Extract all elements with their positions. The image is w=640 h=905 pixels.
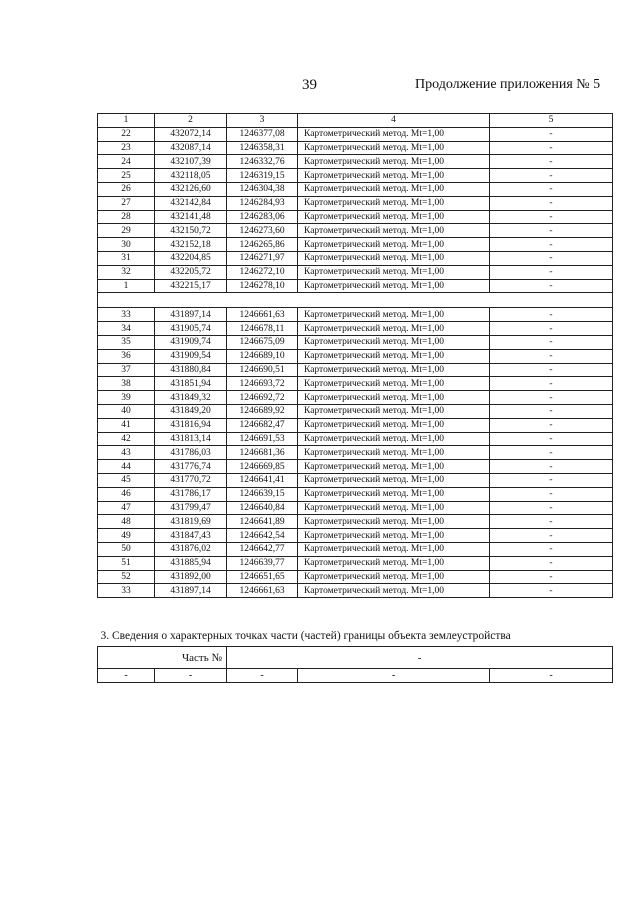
x-coordinate-cell: 431776,74 — [155, 460, 227, 474]
part-number-label: Часть № — [98, 647, 227, 669]
note-cell: - — [490, 169, 613, 183]
column-header: 1 — [98, 114, 155, 128]
point-number-cell: 49 — [98, 529, 155, 543]
table-row — [98, 210, 613, 224]
x-coordinate-cell: 431905,74 — [155, 322, 227, 336]
table-row — [98, 446, 613, 460]
point-number-cell: 23 — [98, 141, 155, 155]
y-coordinate-cell: 1246693,72 — [227, 377, 298, 391]
note-cell: - — [490, 529, 613, 543]
parts-table — [97, 625, 613, 683]
method-cell: Картометрический метод. Mt=1,00 — [298, 210, 490, 224]
table-row — [98, 141, 613, 155]
method-cell: Картометрический метод. Mt=1,00 — [298, 460, 490, 474]
x-coordinate-cell: 432126,60 — [155, 182, 227, 196]
method-cell: Картометрический метод. Mt=1,00 — [298, 182, 490, 196]
x-coordinate-cell: 431847,43 — [155, 529, 227, 543]
method-cell: Картометрический метод. Mt=1,00 — [298, 418, 490, 432]
point-number-cell: 34 — [98, 322, 155, 336]
x-coordinate-cell: 431851,94 — [155, 377, 227, 391]
y-coordinate-cell: 1246319,15 — [227, 169, 298, 183]
point-number-cell: 36 — [98, 349, 155, 363]
note-cell: - — [490, 363, 613, 377]
note-cell: - — [490, 335, 613, 349]
x-coordinate-cell: 431786,17 — [155, 487, 227, 501]
y-coordinate-cell: 1246641,41 — [227, 473, 298, 487]
method-cell: Картометрический метод. Mt=1,00 — [298, 141, 490, 155]
method-cell: Картометрический метод. Mt=1,00 — [298, 529, 490, 543]
point-number-cell: 24 — [98, 155, 155, 169]
method-cell: Картометрический метод. Mt=1,00 — [298, 363, 490, 377]
table-row — [98, 432, 613, 446]
point-group-1 — [98, 127, 613, 293]
table-row — [98, 322, 613, 336]
method-cell: Картометрический метод. Mt=1,00 — [298, 404, 490, 418]
column-header: 3 — [227, 114, 298, 128]
point-number-cell: 26 — [98, 182, 155, 196]
method-cell: Картометрический метод. Mt=1,00 — [298, 570, 490, 584]
point-number-cell: 48 — [98, 515, 155, 529]
table-row — [98, 529, 613, 543]
x-coordinate-cell: 432205,72 — [155, 265, 227, 279]
note-cell: - — [490, 238, 613, 252]
note-cell: - — [490, 446, 613, 460]
table-row — [98, 515, 613, 529]
x-coordinate-cell: 431849,20 — [155, 404, 227, 418]
point-number-cell: 22 — [98, 127, 155, 141]
point-number-cell: 46 — [98, 487, 155, 501]
y-coordinate-cell: 1246661,63 — [227, 308, 298, 322]
table-row — [98, 418, 613, 432]
note-cell: - — [490, 570, 613, 584]
method-cell: Картометрический метод. Mt=1,00 — [298, 155, 490, 169]
method-cell: Картометрический метод. Mt=1,00 — [298, 542, 490, 556]
note-cell: - — [490, 473, 613, 487]
point-number-cell: 25 — [98, 169, 155, 183]
method-cell: Картометрический метод. Mt=1,00 — [298, 279, 490, 293]
y-coordinate-cell: 1246265,86 — [227, 238, 298, 252]
x-coordinate-cell: 432150,72 — [155, 224, 227, 238]
note-cell: - — [490, 155, 613, 169]
x-coordinate-cell: 431876,02 — [155, 542, 227, 556]
method-cell: Картометрический метод. Mt=1,00 — [298, 127, 490, 141]
method-cell: Картометрический метод. Mt=1,00 — [298, 335, 490, 349]
table-row — [98, 182, 613, 196]
x-coordinate-cell: 431897,14 — [155, 308, 227, 322]
table-row — [98, 335, 613, 349]
x-coordinate-cell: 431880,84 — [155, 363, 227, 377]
table-row — [98, 363, 613, 377]
point-number-cell: 42 — [98, 432, 155, 446]
continuation-header: Продолжение приложения № 5 — [415, 77, 601, 92]
y-coordinate-cell: 1246273,60 — [227, 224, 298, 238]
point-number-cell: 29 — [98, 224, 155, 238]
table-row — [98, 349, 613, 363]
table-cell: - — [155, 669, 227, 683]
table-row — [98, 155, 613, 169]
table-row — [98, 279, 613, 293]
table-row — [98, 238, 613, 252]
x-coordinate-cell: 431770,72 — [155, 473, 227, 487]
table-cell: - — [490, 669, 613, 683]
note-cell: - — [490, 349, 613, 363]
table-row — [98, 473, 613, 487]
table-row — [98, 584, 613, 598]
note-cell: - — [490, 265, 613, 279]
method-cell: Картометрический метод. Mt=1,00 — [298, 391, 490, 405]
x-coordinate-cell: 431892,00 — [155, 570, 227, 584]
coordinates-table — [97, 113, 613, 598]
method-cell: Картометрический метод. Mt=1,00 — [298, 238, 490, 252]
note-cell: - — [490, 377, 613, 391]
method-cell: Картометрический метод. Mt=1,00 — [298, 446, 490, 460]
page-number: 39 — [302, 77, 317, 93]
method-cell: Картометрический метод. Mt=1,00 — [298, 487, 490, 501]
note-cell: - — [490, 251, 613, 265]
note-cell: - — [490, 515, 613, 529]
method-cell: Картометрический метод. Mt=1,00 — [298, 349, 490, 363]
table-row — [98, 669, 613, 683]
y-coordinate-cell: 1246641,89 — [227, 515, 298, 529]
header-row — [98, 114, 613, 128]
y-coordinate-cell: 1246681,36 — [227, 446, 298, 460]
y-coordinate-cell: 1246692,72 — [227, 391, 298, 405]
note-cell: - — [490, 322, 613, 336]
point-number-cell: 32 — [98, 265, 155, 279]
note-cell: - — [490, 182, 613, 196]
x-coordinate-cell: 431885,94 — [155, 556, 227, 570]
y-coordinate-cell: 1246661,63 — [227, 584, 298, 598]
x-coordinate-cell: 432087,14 — [155, 141, 227, 155]
point-number-cell: 40 — [98, 404, 155, 418]
x-coordinate-cell: 431813,14 — [155, 432, 227, 446]
y-coordinate-cell: 1246377,08 — [227, 127, 298, 141]
note-cell: - — [490, 487, 613, 501]
y-coordinate-cell: 1246642,54 — [227, 529, 298, 543]
method-cell: Картометрический метод. Mt=1,00 — [298, 515, 490, 529]
y-coordinate-cell: 1246651,65 — [227, 570, 298, 584]
method-cell: Картометрический метод. Mt=1,00 — [298, 556, 490, 570]
table-row — [98, 404, 613, 418]
table-row — [98, 127, 613, 141]
method-cell: Картометрический метод. Mt=1,00 — [298, 322, 490, 336]
method-cell: Картометрический метод. Mt=1,00 — [298, 473, 490, 487]
note-cell: - — [490, 542, 613, 556]
point-number-cell: 28 — [98, 210, 155, 224]
x-coordinate-cell: 431816,94 — [155, 418, 227, 432]
table-row — [98, 556, 613, 570]
group-separator-row — [98, 293, 613, 308]
table-row — [98, 224, 613, 238]
x-coordinate-cell: 431909,54 — [155, 349, 227, 363]
table-row — [98, 501, 613, 515]
point-number-cell: 41 — [98, 418, 155, 432]
table-cell: - — [98, 669, 155, 683]
point-number-cell: 39 — [98, 391, 155, 405]
y-coordinate-cell: 1246642,77 — [227, 542, 298, 556]
method-cell: Картометрический метод. Mt=1,00 — [298, 584, 490, 598]
y-coordinate-cell: 1246675,09 — [227, 335, 298, 349]
table-row — [98, 570, 613, 584]
point-number-cell: 27 — [98, 196, 155, 210]
x-coordinate-cell: 431799,47 — [155, 501, 227, 515]
y-coordinate-cell: 1246271,97 — [227, 251, 298, 265]
column-header: 4 — [298, 114, 490, 128]
x-coordinate-cell: 432152,18 — [155, 238, 227, 252]
x-coordinate-cell: 431786,03 — [155, 446, 227, 460]
point-number-cell: 43 — [98, 446, 155, 460]
y-coordinate-cell: 1246639,15 — [227, 487, 298, 501]
table-cell: - — [227, 669, 298, 683]
method-cell: Картометрический метод. Mt=1,00 — [298, 251, 490, 265]
note-cell: - — [490, 279, 613, 293]
method-cell: Картометрический метод. Mt=1,00 — [298, 224, 490, 238]
note-cell: - — [490, 308, 613, 322]
x-coordinate-cell: 432118,05 — [155, 169, 227, 183]
y-coordinate-cell: 1246678,11 — [227, 322, 298, 336]
note-cell: - — [490, 224, 613, 238]
table-row — [98, 391, 613, 405]
note-cell: - — [490, 460, 613, 474]
x-coordinate-cell: 432072,14 — [155, 127, 227, 141]
note-cell: - — [490, 556, 613, 570]
table-cell: - — [298, 669, 490, 683]
y-coordinate-cell: 1246272,10 — [227, 265, 298, 279]
x-coordinate-cell: 431897,14 — [155, 584, 227, 598]
table-row — [98, 542, 613, 556]
y-coordinate-cell: 1246304,38 — [227, 182, 298, 196]
point-group-2 — [98, 308, 613, 598]
y-coordinate-cell: 1246689,10 — [227, 349, 298, 363]
x-coordinate-cell: 431909,74 — [155, 335, 227, 349]
point-number-cell: 51 — [98, 556, 155, 570]
y-coordinate-cell: 1246691,53 — [227, 432, 298, 446]
y-coordinate-cell: 1246284,93 — [227, 196, 298, 210]
x-coordinate-cell: 431819,69 — [155, 515, 227, 529]
point-number-cell: 31 — [98, 251, 155, 265]
note-cell: - — [490, 196, 613, 210]
x-coordinate-cell: 432141,48 — [155, 210, 227, 224]
table-row — [98, 460, 613, 474]
y-coordinate-cell: 1246283,06 — [227, 210, 298, 224]
table-row — [98, 308, 613, 322]
point-number-cell: 37 — [98, 363, 155, 377]
column-header: 5 — [490, 114, 613, 128]
y-coordinate-cell: 1246358,31 — [227, 141, 298, 155]
point-number-cell: 38 — [98, 377, 155, 391]
x-coordinate-cell: 432107,39 — [155, 155, 227, 169]
y-coordinate-cell: 1246669,85 — [227, 460, 298, 474]
x-coordinate-cell: 432215,17 — [155, 279, 227, 293]
note-cell: - — [490, 210, 613, 224]
point-number-cell: 33 — [98, 308, 155, 322]
table-row — [98, 487, 613, 501]
note-cell: - — [490, 141, 613, 155]
table-row — [98, 251, 613, 265]
x-coordinate-cell: 431849,32 — [155, 391, 227, 405]
y-coordinate-cell: 1246640,84 — [227, 501, 298, 515]
table-row — [98, 196, 613, 210]
point-number-cell: 52 — [98, 570, 155, 584]
y-coordinate-cell: 1246639,77 — [227, 556, 298, 570]
table-row — [98, 265, 613, 279]
note-cell: - — [490, 418, 613, 432]
method-cell: Картометрический метод. Mt=1,00 — [298, 196, 490, 210]
method-cell: Картометрический метод. Mt=1,00 — [298, 308, 490, 322]
point-number-cell: 50 — [98, 542, 155, 556]
y-coordinate-cell: 1246278,10 — [227, 279, 298, 293]
point-number-cell: 33 — [98, 584, 155, 598]
point-number-cell: 45 — [98, 473, 155, 487]
method-cell: Картометрический метод. Mt=1,00 — [298, 377, 490, 391]
point-number-cell: 30 — [98, 238, 155, 252]
y-coordinate-cell: 1246690,51 — [227, 363, 298, 377]
x-coordinate-cell: 432142,84 — [155, 196, 227, 210]
part-number-value: - — [227, 647, 613, 669]
method-cell: Картометрический метод. Mt=1,00 — [298, 501, 490, 515]
note-cell: - — [490, 404, 613, 418]
y-coordinate-cell: 1246332,76 — [227, 155, 298, 169]
note-cell: - — [490, 432, 613, 446]
y-coordinate-cell: 1246689,92 — [227, 404, 298, 418]
note-cell: - — [490, 391, 613, 405]
point-number-cell: 47 — [98, 501, 155, 515]
section3-title: 3. Сведения о характерных точках части (частей) границы объекта землеустройства — [98, 625, 613, 647]
column-header: 2 — [155, 114, 227, 128]
table-row — [98, 169, 613, 183]
point-number-cell: 1 — [98, 279, 155, 293]
x-coordinate-cell: 432204,85 — [155, 251, 227, 265]
note-cell: - — [490, 584, 613, 598]
table-row — [98, 377, 613, 391]
note-cell: - — [490, 127, 613, 141]
y-coordinate-cell: 1246682,47 — [227, 418, 298, 432]
point-number-cell: 35 — [98, 335, 155, 349]
note-cell: - — [490, 501, 613, 515]
method-cell: Картометрический метод. Mt=1,00 — [298, 265, 490, 279]
method-cell: Картометрический метод. Mt=1,00 — [298, 169, 490, 183]
point-number-cell: 44 — [98, 460, 155, 474]
method-cell: Картометрический метод. Mt=1,00 — [298, 432, 490, 446]
